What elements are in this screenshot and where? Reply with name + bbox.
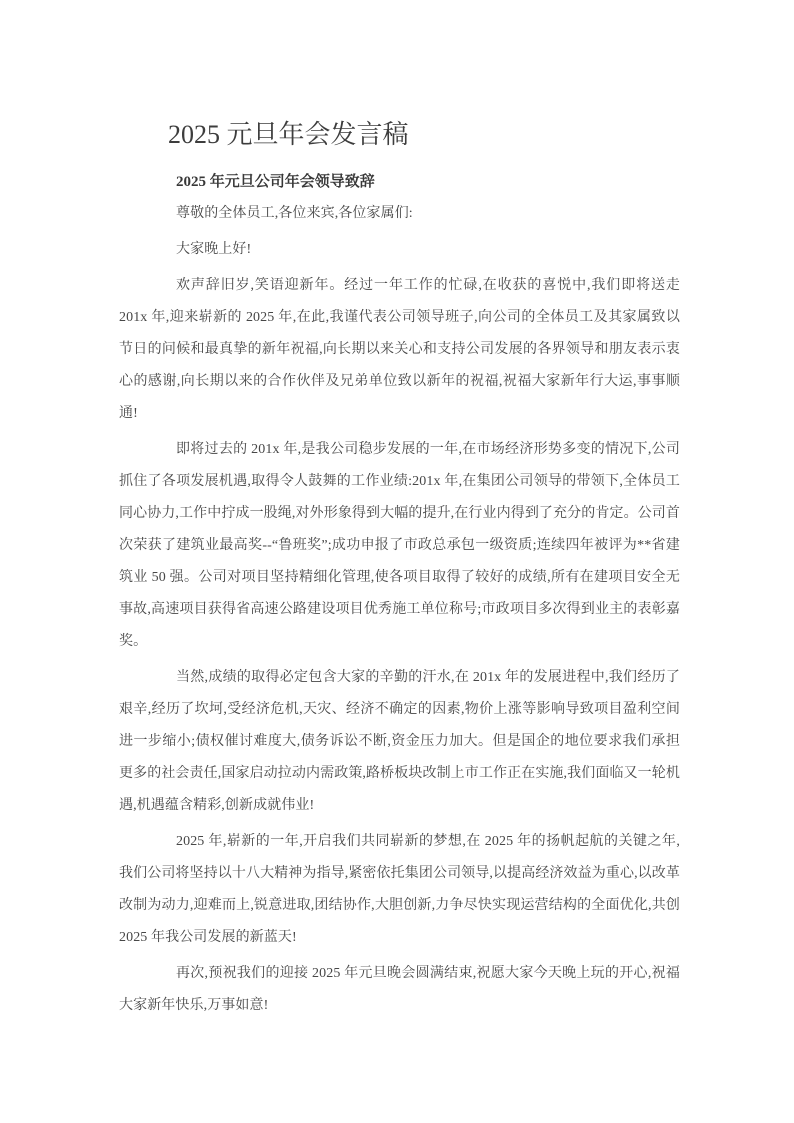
body-paragraph-2: 即将过去的 201x 年,是我公司稳步发展的一年,在市场经济形势多变的情况下,公司抓住了各项发展机遇,取得令人鼓舞的工作业绩:201x 年,在集团公司领导的带领下,全体员工同心协力,工作中拧成一股绳,对外形象得到大幅的提升,在行业内得到了充分的肯定。公司首次荣获了建筑业最高奖--“鲁班奖”;成功申报了市政总承包一级资质;连续四年被评为**省建筑业 50 强。公司对项目坚持精细化管理,使各项目取得了较好的成绩,所有在建项目安全无事故,高速项目获得省高速公路建设项目优秀施工单位称号;市政项目多次得到业主的表彰嘉奖。 bbox=[119, 442, 680, 649]
salutation-paragraph: 尊敬的全体员工,各位来宾,各位家属们: bbox=[176, 206, 413, 221]
body-paragraph-3: 当然,成绩的取得必定包含大家的辛勤的汗水,在 201x 年的发展进程中,我们经历了艰辛,经历了坎坷,受经济危机,天灾、经济不确定的因素,物价上涨等影响导致项目盈利空间进一步缩小;债权催讨难度大,债务诉讼不断,资金压力加大。但是国企的地位要求我们承担更多的社会责任,国家启动拉动内需政策,路桥板块改制上市工作正在实施,我们面临又一轮机遇,机遇蕴含精彩,创新成就伟业! bbox=[119, 670, 680, 813]
document-subtitle: 2025 年元旦公司年会领导致辞 bbox=[176, 174, 375, 190]
document-title: 2025 元旦年会发言稿 bbox=[168, 120, 409, 149]
body-paragraph-5: 再次,预祝我们的迎接 2025 年元旦晚会圆满结束,祝愿大家今天晚上玩的开心,祝福大家新年快乐,万事如意! bbox=[119, 966, 680, 1013]
document-page bbox=[119, 0, 680, 1026]
body-paragraph-1: 欢声辞旧岁,笑语迎新年。经过一年工作的忙碌,在收获的喜悦中,我们即将送走 201x 年,迎来崭新的 2025 年,在此,我谨代表公司领导班子,向公司的全体员工及其家属致以节日的问候和最真挚的新年祝福,向长期以来关心和支持公司发展的各界领导和朋友表示衷心的感谢,向长期以来的合作伙伴及兄弟单位致以新年的祝福,祝福大家新年行大运,事事顺通! bbox=[119, 278, 680, 421]
body-paragraph-4: 2025 年,崭新的一年,开启我们共同崭新的梦想,在 2025 年的扬帆起航的关键之年,我们公司将坚持以十八大精神为指导,紧密依托集团公司领导,以提高经济效益为重心,以改革改制为动力,迎难而上,锐意进取,团结协作,大胆创新,力争尽快实现运营结构的全面优化,共创 2025 年我公司发展的新蓝天! bbox=[119, 834, 680, 945]
greeting-paragraph: 大家晚上好! bbox=[176, 242, 252, 257]
